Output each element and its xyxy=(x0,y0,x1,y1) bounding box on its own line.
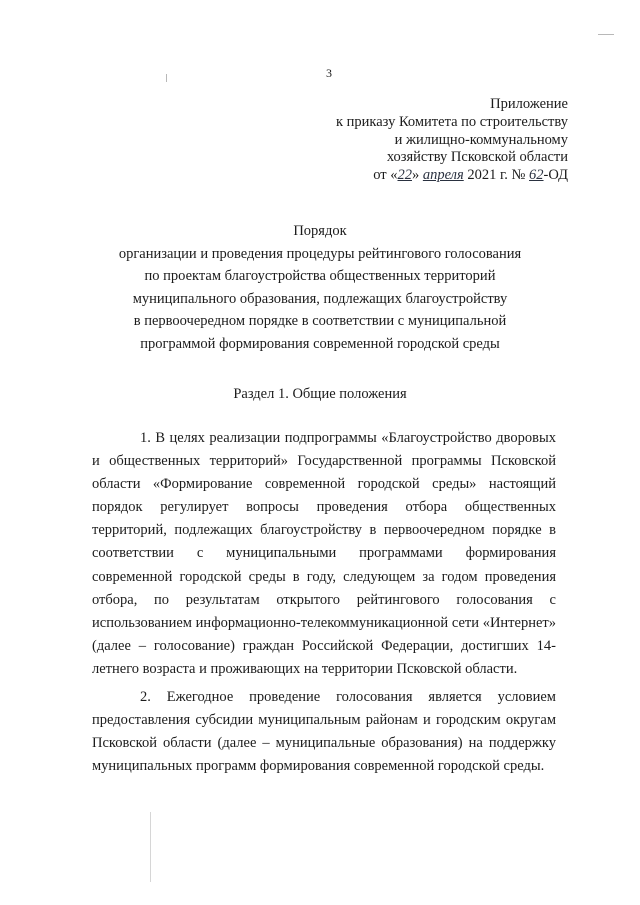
appendix-line: Приложение xyxy=(490,96,568,112)
scan-edge-mark xyxy=(166,74,167,82)
paragraph: 2. Ежегодное проведение голосования является условием предоставления субсидии муниципальным районам и городским округам Псковской области (далее – муниципальные образования) на поддержку муниципальных программ формирования современной городской среды. xyxy=(92,689,556,775)
section-heading: Раздел 1. Общие положения xyxy=(233,386,407,402)
date-prefix: от « xyxy=(373,167,398,184)
scan-edge-mark xyxy=(150,812,151,882)
title-line: муниципального образования, подлежащих благоустройству xyxy=(132,290,508,307)
order-date-line xyxy=(268,167,568,185)
handwritten-day: 22 xyxy=(397,167,412,184)
scan-edge-mark xyxy=(598,34,614,35)
page-number: 3 xyxy=(326,66,332,80)
document-title xyxy=(70,220,570,356)
title-line: в первоочередном порядке в соответствии с муниципальной xyxy=(133,313,507,330)
date-mid: » xyxy=(411,167,423,184)
appendix-header xyxy=(268,96,568,185)
title-line: организации и проведения процедуры рейтингового голосования xyxy=(118,245,522,262)
handwritten-month: апреля xyxy=(422,167,464,184)
title-line: программой формирования современной городской среды xyxy=(140,335,500,352)
appendix-line: и жилищно-коммунальному xyxy=(394,131,568,148)
appendix-line: к приказу Комитета по строительству xyxy=(335,113,568,130)
date-suffix: -ОД xyxy=(543,167,568,184)
title-line: Порядок xyxy=(293,223,347,239)
title-line: по проектам благоустройства общественных территорий xyxy=(144,268,496,285)
paragraph: 1. В целях реализации подпрограммы «Благоустройство дворовых и общественных территорий» Государственной программы Псковской области «Формирование современной городской среды» настоящий порядок регулирует вопросы проведения отбора общественных территорий, подлежащих благоустройству в первоочередном порядке в соответствии с муниципальными программами формирования современной городской среды в году, следующем за годом проведения отбора, по результатам открытого рейтингового голосования с использованием информационно-телекоммуникационной сети «Интернет» (далее – голосование) граждан Российской Федерации, достигших 14-летнего возраста и проживающих на территории Псковской области. xyxy=(92,430,556,677)
handwritten-order-number: 62 xyxy=(529,167,544,184)
appendix-line: хозяйству Псковской области xyxy=(386,149,568,166)
date-year: 2021 г. № xyxy=(463,167,530,184)
